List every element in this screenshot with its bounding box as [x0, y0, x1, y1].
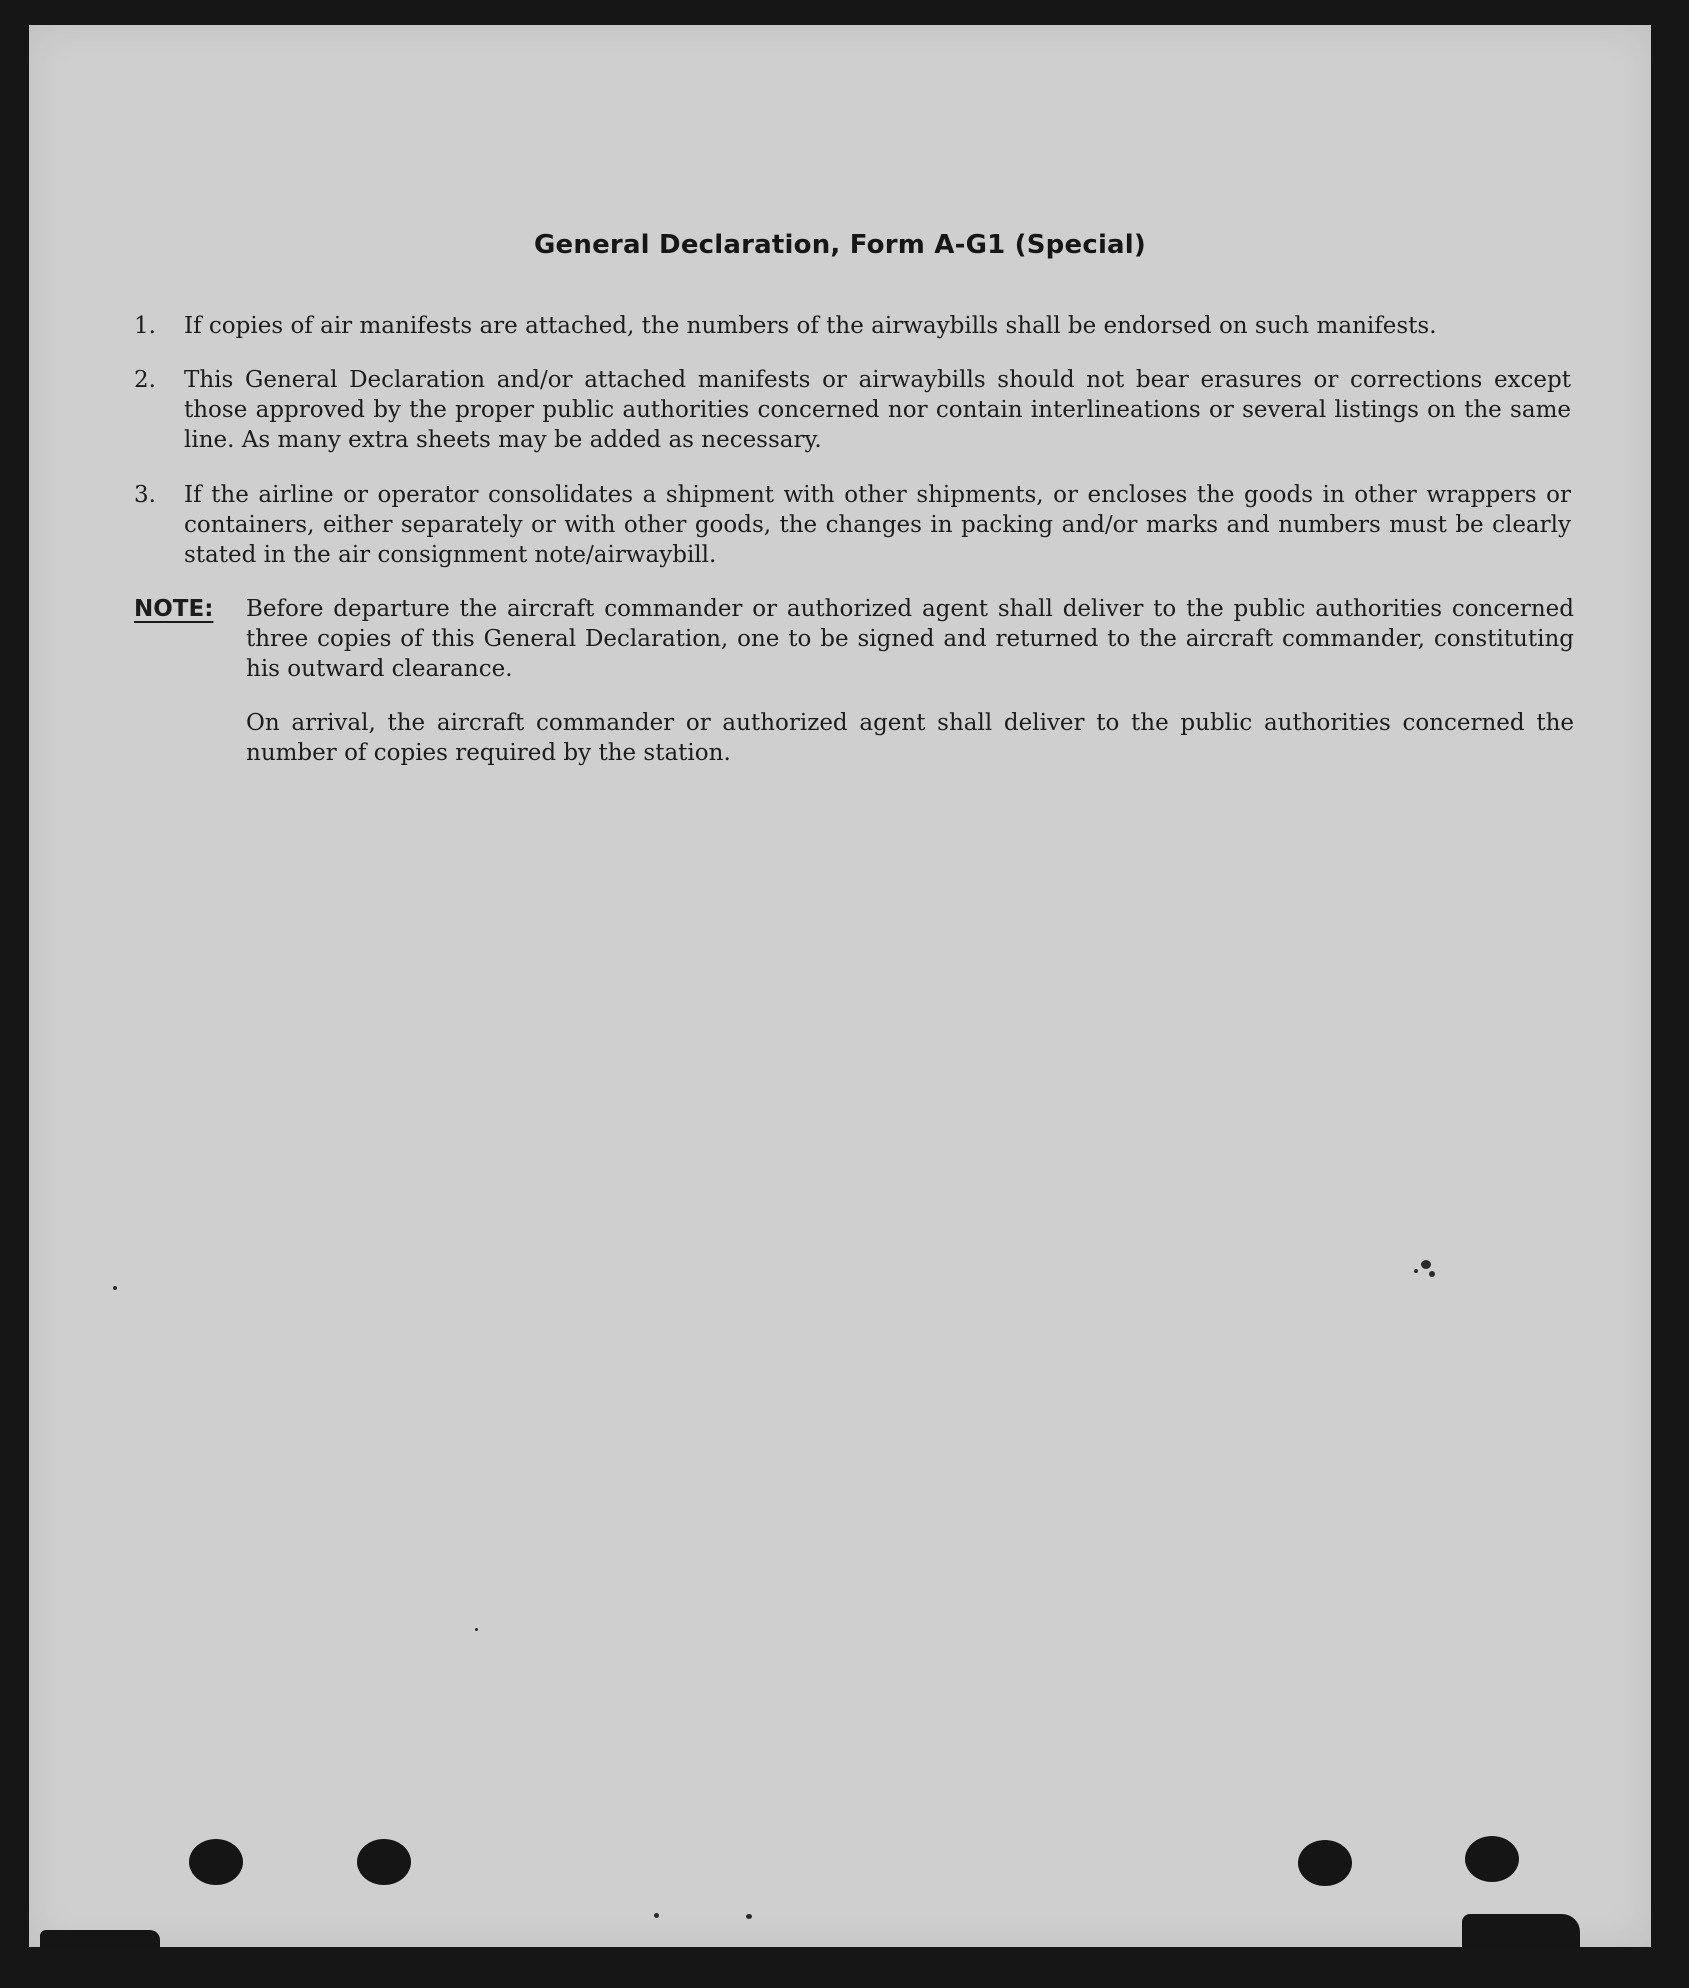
document-title: General Declaration, Form A-G1 (Special) — [534, 230, 1146, 260]
note-block — [134, 594, 1574, 684]
list-item-2 — [134, 365, 1571, 455]
punch-hole — [1298, 1840, 1352, 1886]
list-item-number: 2. — [134, 367, 156, 393]
list-item-text: If copies of air manifests are attached, the numbers of the airwaybills shall be endorsed on such manifests. — [184, 313, 1437, 339]
ink-speck — [1429, 1271, 1435, 1277]
list-item-text: If the airline or operator consolidates a shipment with other shipments, or encloses the goods in other wrappers or containers, either separately or with other goods, the changes in packing and/or marks and numbers must be clearly stated in the air consignment note/airwaybill. — [184, 482, 1571, 568]
punch-hole — [357, 1839, 411, 1885]
ink-speck — [654, 1913, 659, 1918]
note-text: Before departure the aircraft commander or authorized agent shall deliver to the public authorities concerned three copies of this General Declaration, one to be signed and returned to the aircraft commander, constituting his outward clearance. — [246, 596, 1574, 682]
ink-speck — [113, 1286, 117, 1290]
ink-speck — [1414, 1269, 1418, 1273]
note-label: NOTE: — [134, 596, 214, 622]
document-page — [29, 25, 1651, 1947]
torn-edge — [40, 1930, 160, 1950]
ink-speck — [1421, 1260, 1431, 1269]
list-item-number: 1. — [134, 313, 156, 339]
punch-hole — [1465, 1836, 1519, 1882]
list-item-text: This General Declaration and/or attached manifests or airwaybills should not bear erasures or corrections except those approved by the proper public authorities concerned nor contain interlineations or several listings on the same line. As many extra sheets may be added as necessary. — [184, 367, 1571, 453]
ink-speck — [475, 1628, 478, 1631]
list-item-number: 3. — [134, 482, 156, 508]
list-item-1 — [134, 311, 1571, 341]
torn-edge — [1462, 1914, 1580, 1950]
punch-hole — [189, 1839, 243, 1885]
list-item-3 — [134, 480, 1571, 570]
arrival-paragraph: On arrival, the aircraft commander or authorized agent shall deliver to the public authorities concerned the number of copies required by the station. — [246, 710, 1574, 766]
ink-speck — [746, 1914, 752, 1919]
